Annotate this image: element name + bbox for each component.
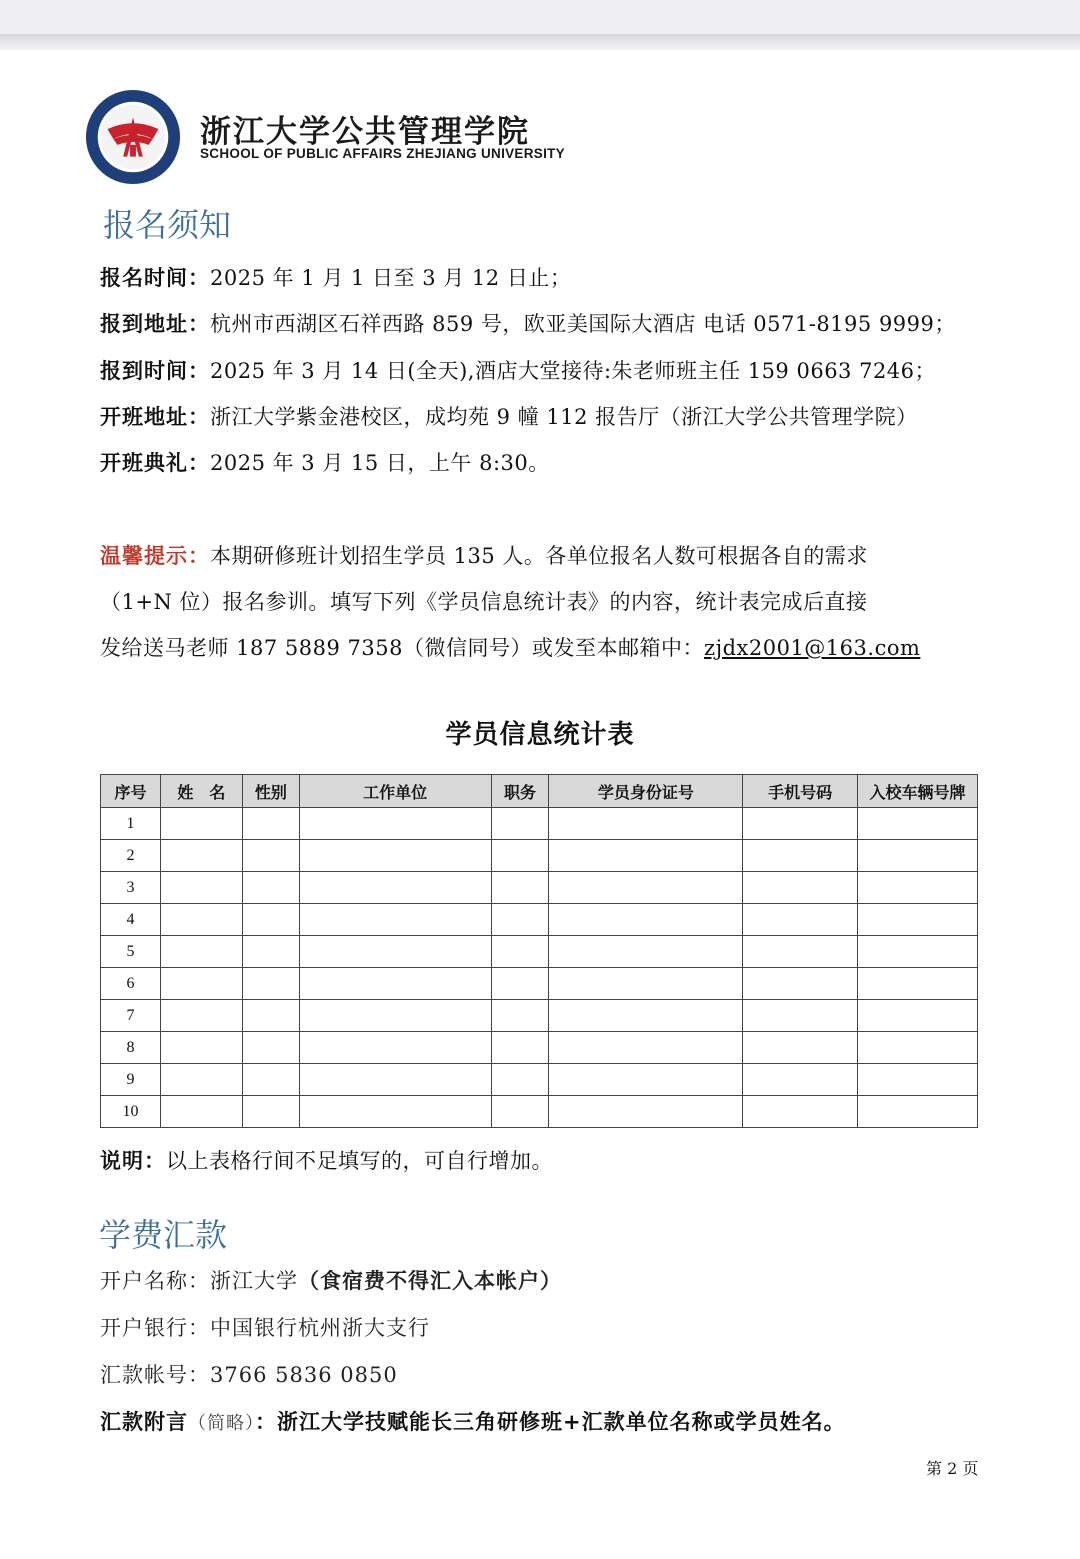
- table-row: [101, 968, 978, 1000]
- row-index-cell: 5: [101, 936, 161, 968]
- checkin-address: [100, 308, 956, 338]
- table-input-cell[interactable]: [299, 904, 491, 936]
- table-input-cell[interactable]: [549, 904, 743, 936]
- student-info-table-title: 学员信息统计表: [445, 720, 635, 750]
- table-input-cell[interactable]: [160, 872, 242, 904]
- col-header-name: 姓 名: [160, 775, 242, 808]
- row-index-cell: 7: [101, 1000, 161, 1032]
- table-input-cell[interactable]: [299, 968, 491, 1000]
- table-input-cell[interactable]: [491, 1032, 549, 1064]
- memo-text: ：浙江大学技赋能长三角研修班+汇款单位名称或学员姓名。: [255, 1410, 846, 1434]
- col-header-gender: 性别: [242, 775, 299, 808]
- checkin-address-label: 报到地址：: [100, 312, 210, 336]
- table-input-cell[interactable]: [242, 1032, 299, 1064]
- opening-ceremony-label: 开班典礼：: [100, 451, 210, 475]
- table-note-text: 以上表格行间不足填写的，可自行增加。: [166, 1149, 553, 1173]
- table-input-cell[interactable]: [242, 840, 299, 872]
- table-row: [101, 1096, 978, 1128]
- table-input-cell[interactable]: [491, 808, 549, 840]
- checkin-time-label: 报到时间：: [100, 359, 210, 383]
- table-input-cell[interactable]: [549, 968, 743, 1000]
- checkin-time-value: 2025 年 3 月 14 日(全天),酒店大堂接待:朱老师班主任 159 0663 7246；: [210, 359, 937, 383]
- table-input-cell[interactable]: [549, 1064, 743, 1096]
- table-input-cell[interactable]: [242, 1096, 299, 1128]
- student-info-table: [100, 774, 978, 1128]
- table-input-cell[interactable]: [858, 968, 978, 1000]
- registration-time-value: 2025 年 1 月 1 日至 3 月 12 日止；: [210, 266, 572, 290]
- table-input-cell[interactable]: [549, 1000, 743, 1032]
- table-input-cell[interactable]: [743, 1032, 858, 1064]
- tip-label: 温馨提示：: [100, 544, 210, 568]
- table-input-cell[interactable]: [743, 904, 858, 936]
- class-location-value: 浙江大学紫金港校区，成均苑 9 幢 112 报告厅（浙江大学公共管理学院）: [210, 405, 918, 429]
- table-input-cell[interactable]: [743, 1000, 858, 1032]
- col-header-position: 职务: [491, 775, 549, 808]
- tip-line-1: [100, 540, 868, 570]
- table-input-cell[interactable]: [242, 904, 299, 936]
- table-input-cell[interactable]: [242, 872, 299, 904]
- bank-value: 中国银行杭州浙大支行: [210, 1316, 430, 1340]
- school-name-en: SCHOOL OF PUBLIC AFFAIRS ZHEJIANG UNIVERSITY: [200, 146, 565, 161]
- table-input-cell[interactable]: [160, 1096, 242, 1128]
- table-input-cell[interactable]: [858, 808, 978, 840]
- table-input-cell[interactable]: [491, 1000, 549, 1032]
- tip-line-2: （1+N 位）报名参训。填写下列《学员信息统计表》的内容，统计表完成后直接: [100, 590, 868, 614]
- table-input-cell[interactable]: [242, 1064, 299, 1096]
- class-location: [100, 401, 918, 431]
- col-header-id-number: 学员身份证号: [549, 775, 743, 808]
- memo-label: 汇款附言: [100, 1410, 188, 1434]
- registration-heading: 报名须知: [103, 206, 232, 244]
- row-index-cell: 8: [101, 1032, 161, 1064]
- row-index-cell: 10: [101, 1096, 161, 1128]
- table-row: [101, 936, 978, 968]
- table-input-cell[interactable]: [160, 904, 242, 936]
- account-number-label: 汇款帐号：: [100, 1363, 210, 1387]
- table-row: [101, 1000, 978, 1032]
- table-input-cell[interactable]: [299, 840, 491, 872]
- table-input-cell[interactable]: [242, 968, 299, 1000]
- table-input-cell[interactable]: [858, 1064, 978, 1096]
- table-input-cell[interactable]: [743, 808, 858, 840]
- table-input-cell[interactable]: [160, 808, 242, 840]
- contact-email-link[interactable]: zjdx2001@163.com: [704, 636, 921, 660]
- table-input-cell[interactable]: [242, 808, 299, 840]
- table-row: [101, 1032, 978, 1064]
- account-name: [100, 1265, 562, 1295]
- university-seal-logo: [84, 88, 182, 186]
- table-note-label: 说明：: [100, 1149, 166, 1173]
- col-header-index: 序号: [101, 775, 161, 808]
- table-input-cell[interactable]: [743, 872, 858, 904]
- table-input-cell[interactable]: [299, 872, 491, 904]
- table-input-cell[interactable]: [743, 840, 858, 872]
- table-input-cell[interactable]: [858, 1032, 978, 1064]
- tip-line-3: [100, 632, 920, 662]
- table-input-cell[interactable]: [858, 1096, 978, 1128]
- table-input-cell[interactable]: [491, 1096, 549, 1128]
- table-input-cell[interactable]: [491, 904, 549, 936]
- table-row: [101, 840, 978, 872]
- table-input-cell[interactable]: [743, 1064, 858, 1096]
- table-input-cell[interactable]: [858, 840, 978, 872]
- table-row: [101, 872, 978, 904]
- row-index-cell: 9: [101, 1064, 161, 1096]
- class-location-label: 开班地址：: [100, 405, 210, 429]
- bank-label: 开户银行：: [100, 1316, 210, 1340]
- table-input-cell[interactable]: [160, 1000, 242, 1032]
- table-input-cell[interactable]: [549, 1032, 743, 1064]
- table-input-cell[interactable]: [160, 936, 242, 968]
- account-name-label: 开户名称：: [100, 1269, 210, 1293]
- viewer-page-gap: [0, 34, 1080, 50]
- row-index-cell: 4: [101, 904, 161, 936]
- row-index-cell: 1: [101, 808, 161, 840]
- table-input-cell[interactable]: [242, 1000, 299, 1032]
- table-input-cell[interactable]: [743, 936, 858, 968]
- table-input-cell[interactable]: [549, 840, 743, 872]
- checkin-address-value: 杭州市西湖区石祥西路 859 号，欧亚美国际大酒店 电话 0571-8195 9999；: [210, 312, 956, 336]
- page-number: 第 2 页: [926, 1459, 979, 1478]
- table-input-cell[interactable]: [491, 1064, 549, 1096]
- table-input-cell[interactable]: [743, 968, 858, 1000]
- col-header-plate: 入校车辆号牌: [858, 775, 978, 808]
- table-input-cell[interactable]: [160, 1064, 242, 1096]
- tip-text-3: 发给送马老师 187 5889 7358（微信同号）或发至本邮箱中：: [100, 636, 704, 660]
- table-input-cell[interactable]: [858, 1000, 978, 1032]
- viewer-top-bar: [0, 0, 1080, 34]
- opening-ceremony-value: 2025 年 3 月 15 日，上午 8:30。: [210, 451, 550, 475]
- bank: [100, 1312, 430, 1342]
- table-input-cell[interactable]: [491, 936, 549, 968]
- fee-heading: 学费汇款: [99, 1216, 228, 1254]
- table-input-cell[interactable]: [858, 872, 978, 904]
- table-row: [101, 1064, 978, 1096]
- col-header-employer: 工作单位: [299, 775, 491, 808]
- table-input-cell[interactable]: [299, 1032, 491, 1064]
- table-row: [101, 808, 978, 840]
- account-name-value: 浙江大学: [210, 1269, 298, 1293]
- table-input-cell[interactable]: [549, 936, 743, 968]
- table-input-cell[interactable]: [549, 808, 743, 840]
- table-input-cell[interactable]: [491, 968, 549, 1000]
- table-input-cell[interactable]: [858, 936, 978, 968]
- registration-time: [100, 262, 571, 292]
- table-input-cell[interactable]: [299, 808, 491, 840]
- registration-time-label: 报名时间：: [100, 266, 210, 290]
- table-input-cell[interactable]: [160, 840, 242, 872]
- col-header-phone: 手机号码: [743, 775, 858, 808]
- remittance-memo: [100, 1406, 846, 1436]
- table-input-cell[interactable]: [491, 840, 549, 872]
- table-input-cell[interactable]: [491, 872, 549, 904]
- row-index-cell: 2: [101, 840, 161, 872]
- opening-ceremony: [100, 447, 550, 477]
- table-input-cell[interactable]: [299, 936, 491, 968]
- account-number: [100, 1359, 398, 1389]
- memo-paren: （简略）: [188, 1413, 255, 1434]
- table-input-cell[interactable]: [160, 1032, 242, 1064]
- table-input-cell[interactable]: [549, 1096, 743, 1128]
- table-input-cell[interactable]: [299, 1064, 491, 1096]
- table-input-cell[interactable]: [549, 872, 743, 904]
- checkin-time: [100, 355, 936, 385]
- table-input-cell[interactable]: [160, 968, 242, 1000]
- row-index-cell: 6: [101, 968, 161, 1000]
- table-row: [101, 904, 978, 936]
- table-note: [100, 1145, 553, 1175]
- account-number-value: 3766 5836 0850: [210, 1363, 398, 1387]
- table-input-cell[interactable]: [299, 1000, 491, 1032]
- table-input-cell[interactable]: [743, 1096, 858, 1128]
- row-index-cell: 3: [101, 872, 161, 904]
- table-input-cell[interactable]: [858, 904, 978, 936]
- account-name-note: （食宿费不得汇入本帐户）: [298, 1269, 562, 1293]
- table-input-cell[interactable]: [299, 1096, 491, 1128]
- tip-text-1: 本期研修班计划招生学员 135 人。各单位报名人数可根据各自的需求: [210, 544, 868, 568]
- table-header-row: [101, 775, 978, 808]
- school-name-cn: 浙江大学公共管理学院: [200, 114, 530, 150]
- table-input-cell[interactable]: [242, 936, 299, 968]
